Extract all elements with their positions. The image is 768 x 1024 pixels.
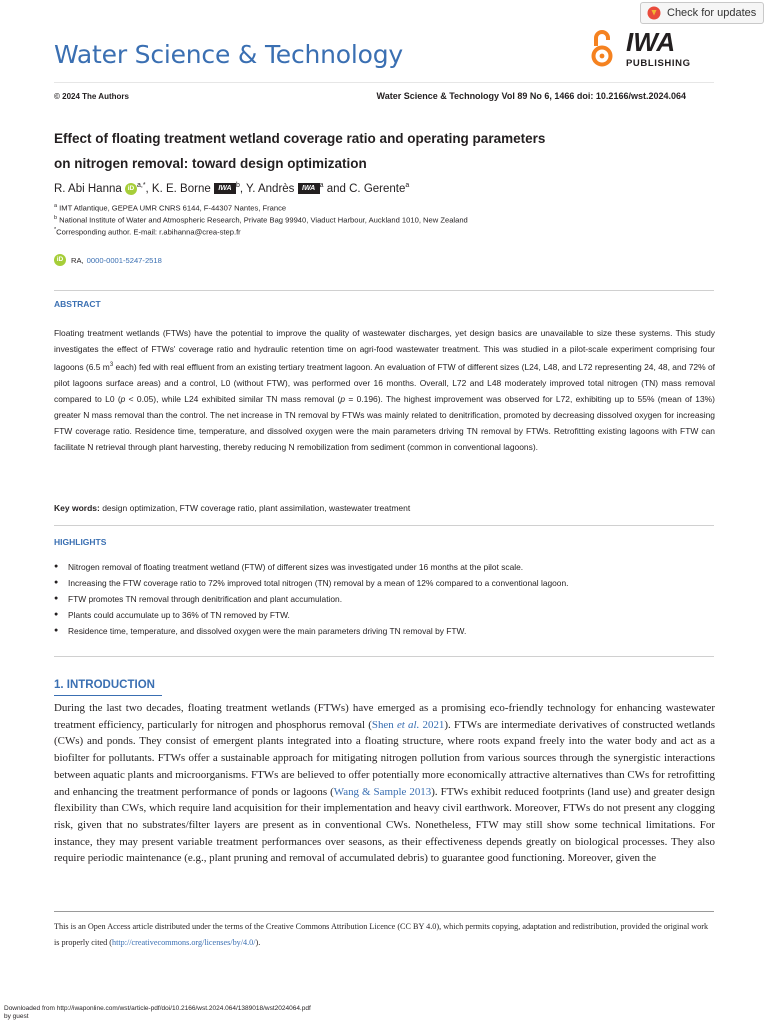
- intro-part: ). FTWs are intermediate derivatives of constructed wetlands (CWs) and ponds. They consist of emergent plants integrated into a floating structure, where roots expand freely into the water body and act as a biofilter for pollutants. FTWs offer a sustainable approach for mitigating nitrogen pollution from various sources through the synergistic interactions between aquatic plants and microorganisms. FTWs are believed to offer potentially more economically attractive alternatives than CWs for retrofitting and enhancing the treatment performance of ponds or lagoons (: [54, 718, 716, 798]
- keywords: [54, 503, 410, 513]
- intro-part: ). FTWs exhibit reduced footprints (land use) and greater design flexibility than CWs, which require land acquisition for their implementation and heavy civil earthwork. Moreover, FTWs do not present any clogging risk, given that no substrates/filter layers are present as in conventional CWs. Nonetheless, FTW may still show some technical limitations. For instance, they may present variable treatment performances over seasons, as their effectiveness depends greatly on biological processes. They also require periodic maintenance (e.g., plant pruning and removal of accumulated debris) to guarantee good functioning. Moreover, given the: [54, 785, 715, 865]
- license-footnote: [54, 919, 715, 951]
- orcid-icon[interactable]: iD: [54, 254, 66, 266]
- corresponding-mark: *: [142, 182, 146, 189]
- author-3-affil: a: [319, 182, 324, 189]
- orcid-icon[interactable]: iD: [125, 183, 137, 195]
- license-link[interactable]: http://creativecommons.org/licenses/by/4.0/: [111, 938, 256, 947]
- download-notice: [4, 1005, 311, 1021]
- ref-etal: et al.: [396, 718, 420, 731]
- orcid-row: [54, 254, 162, 266]
- reference-link[interactable]: [372, 719, 445, 731]
- p-value-symbol: p: [120, 394, 126, 405]
- superscript: 3: [109, 362, 114, 369]
- check-for-updates-label: Check for updates: [667, 7, 757, 19]
- highlight-item: ● Increasing the FTW coverage ratio to 72% improved total nitrogen (TN) removal by a mean of 12% compared to a conventional lagoon.: [54, 575, 715, 591]
- header-divider: [54, 82, 714, 83]
- affiliation-a-mark: a: [54, 203, 58, 209]
- author-3[interactable]: , Y. Andrès: [239, 182, 295, 195]
- affiliation-a-text: IMT Atlantique, GEPEA UMR CNRS 6144, F-44307 Nantes, France: [57, 203, 287, 213]
- intro-part: During the last two decades, floating treatment wetlands (FTWs) have emerged as a promising eco-friendly technology for enhancing wastewater treatment efficiency, particularly for nitrogen and phosphorus removal (: [54, 702, 715, 731]
- download-line-1: Downloaded from http://iwaponline.com/wst/article-pdf/doi/10.2166/wst.2024.064/1389018/wst2024064.pdf: [4, 1005, 311, 1012]
- orcid-initials: RA,: [71, 255, 84, 265]
- affiliation-b-mark: b: [54, 215, 58, 221]
- download-line-2: by guest: [4, 1013, 29, 1020]
- ref-author: Shen: [371, 718, 397, 731]
- section-divider: [54, 525, 714, 526]
- author-1[interactable]: R. Abi Hanna: [54, 182, 122, 195]
- keywords-text: design optimization, FTW coverage ratio, plant assimilation, wastewater treatment: [99, 503, 411, 513]
- footnote-part: This is an Open Access article distributed under the terms of the Creative Commons Attribution Licence (CC BY 4.0), which permits copying, adaptation and redistribution, provided the original work is properly cited (: [54, 922, 709, 947]
- publisher-label: PUBLISHING: [626, 58, 691, 69]
- iwa-member-icon: IWA: [214, 183, 236, 194]
- highlight-item: ● Residence time, temperature, and dissolved oxygen were the main parameters driving TN removal by FTW.: [54, 623, 715, 639]
- citation: Water Science & Technology Vol 89 No 6, 1466 doi: 10.2166/wst.2024.064: [376, 91, 686, 101]
- abstract-part: < 0.05), while L24 exhibited similar TN mass removal (: [125, 394, 341, 405]
- highlight-item: ● Plants could accumulate up to 36% of TN removed by FTW.: [54, 607, 715, 623]
- corresponding-author-text[interactable]: Corresponding author. E-mail: r.abihanna@crea-step.fr: [56, 227, 241, 237]
- corresponding-author: [54, 225, 241, 238]
- check-for-updates-button[interactable]: [640, 2, 764, 24]
- copyright: © 2024 The Authors: [54, 92, 129, 101]
- abstract-part: = 0.196). The highest improvement was observed for L72, exhibiting up to 55% (mean of 13%) greater N mass removal than the control. The net increase in TN removal by FTWs was mainly related to denitrification, promoted by decreasing dissolved oxygen for increasing FTW coverage ratio. Residence time, temperature, and dissolved oxygen were the main parameters driving TN removal by FTWs. Retrofitting existing lagoons with FTW can facilitate N retrieval through plant harvesting, thereby reducing N remobilization from sediment (common in conventional lagoons).: [54, 394, 715, 453]
- ref-year: 2021: [419, 718, 445, 731]
- abstract-part: Floating treatment wetlands (FTWs) have the potential to improve the quality of wastewater discharges, yet design basics are unavailable to size these systems. This study investigates the effect of FTWs' coverage ratio and hydraulic retention time on agri-food wastewater treatment. This was studied in a pilot-scale experiment comprising four lagoons (6.5 m: [54, 328, 715, 372]
- author-2[interactable]: , K. E. Borne: [145, 182, 211, 195]
- author-4[interactable]: and C. Gerente: [323, 182, 406, 195]
- highlights-heading: HIGHLIGHTS: [54, 537, 107, 547]
- affiliation-b-text: National Institute of Water and Atmospheric Research, Private Bag 99940, Viaduct Harbour, Auckland 1010, New Zealand: [57, 215, 468, 225]
- iwa-member-icon: IWA: [298, 183, 320, 194]
- author-list: [54, 182, 409, 195]
- paper-title: [54, 126, 674, 176]
- corresponding-mark: *: [54, 227, 57, 233]
- keywords-label: Key words:: [54, 503, 100, 513]
- introduction-text: [54, 700, 715, 867]
- footnote-part: ).: [255, 938, 261, 947]
- orcid-link[interactable]: 0000-0001-5247-2518: [86, 255, 162, 265]
- iwa-wordmark: IWA: [626, 27, 676, 57]
- affiliation-a: [54, 201, 286, 214]
- title-line-2: on nitrogen removal: toward design optimization: [54, 156, 367, 171]
- check-updates-icon: [647, 6, 661, 20]
- abstract-heading: ABSTRACT: [54, 299, 101, 309]
- footnote-divider: [54, 911, 714, 912]
- abstract-part: each) fed with real effluent from an existing tertiary treatment lagoon. An evaluation of FTW of different sizes (L24, L48, and L72 representing 24, 48, and 72% of pilot lagoons surface areas) and a control, L0 (without FTW), was performed over 16 months. Overall, L72 and L48 moderately improved total nitrogen (TN) mass removal compared to L0 (: [54, 362, 715, 405]
- author-4-affil: a: [405, 182, 410, 189]
- affiliation-b: [54, 213, 468, 226]
- highlight-item: ● Nitrogen removal of floating treatment wetland (FTW) of different sizes was investigated under 16 months at the pilot scale.: [54, 559, 715, 575]
- abstract-text: [54, 325, 715, 456]
- highlight-item: ● FTW promotes TN removal through denitrification and plant accumulation.: [54, 591, 715, 607]
- author-2-affil: b: [235, 182, 240, 189]
- section-divider: [54, 656, 714, 657]
- title-line-1: Effect of floating treatment wetland coverage ratio and operating parameters: [54, 131, 546, 146]
- introduction-heading: 1. INTRODUCTION: [54, 679, 155, 691]
- highlights-list: [54, 559, 715, 639]
- heading-underline: [54, 695, 162, 696]
- reference-link[interactable]: Wang & Sample 2013: [333, 785, 432, 798]
- p-value-symbol: p: [340, 394, 346, 405]
- author-1-affil: a,: [136, 182, 143, 189]
- section-divider: [54, 290, 714, 291]
- journal-title: Water Science & Technology: [54, 40, 403, 69]
